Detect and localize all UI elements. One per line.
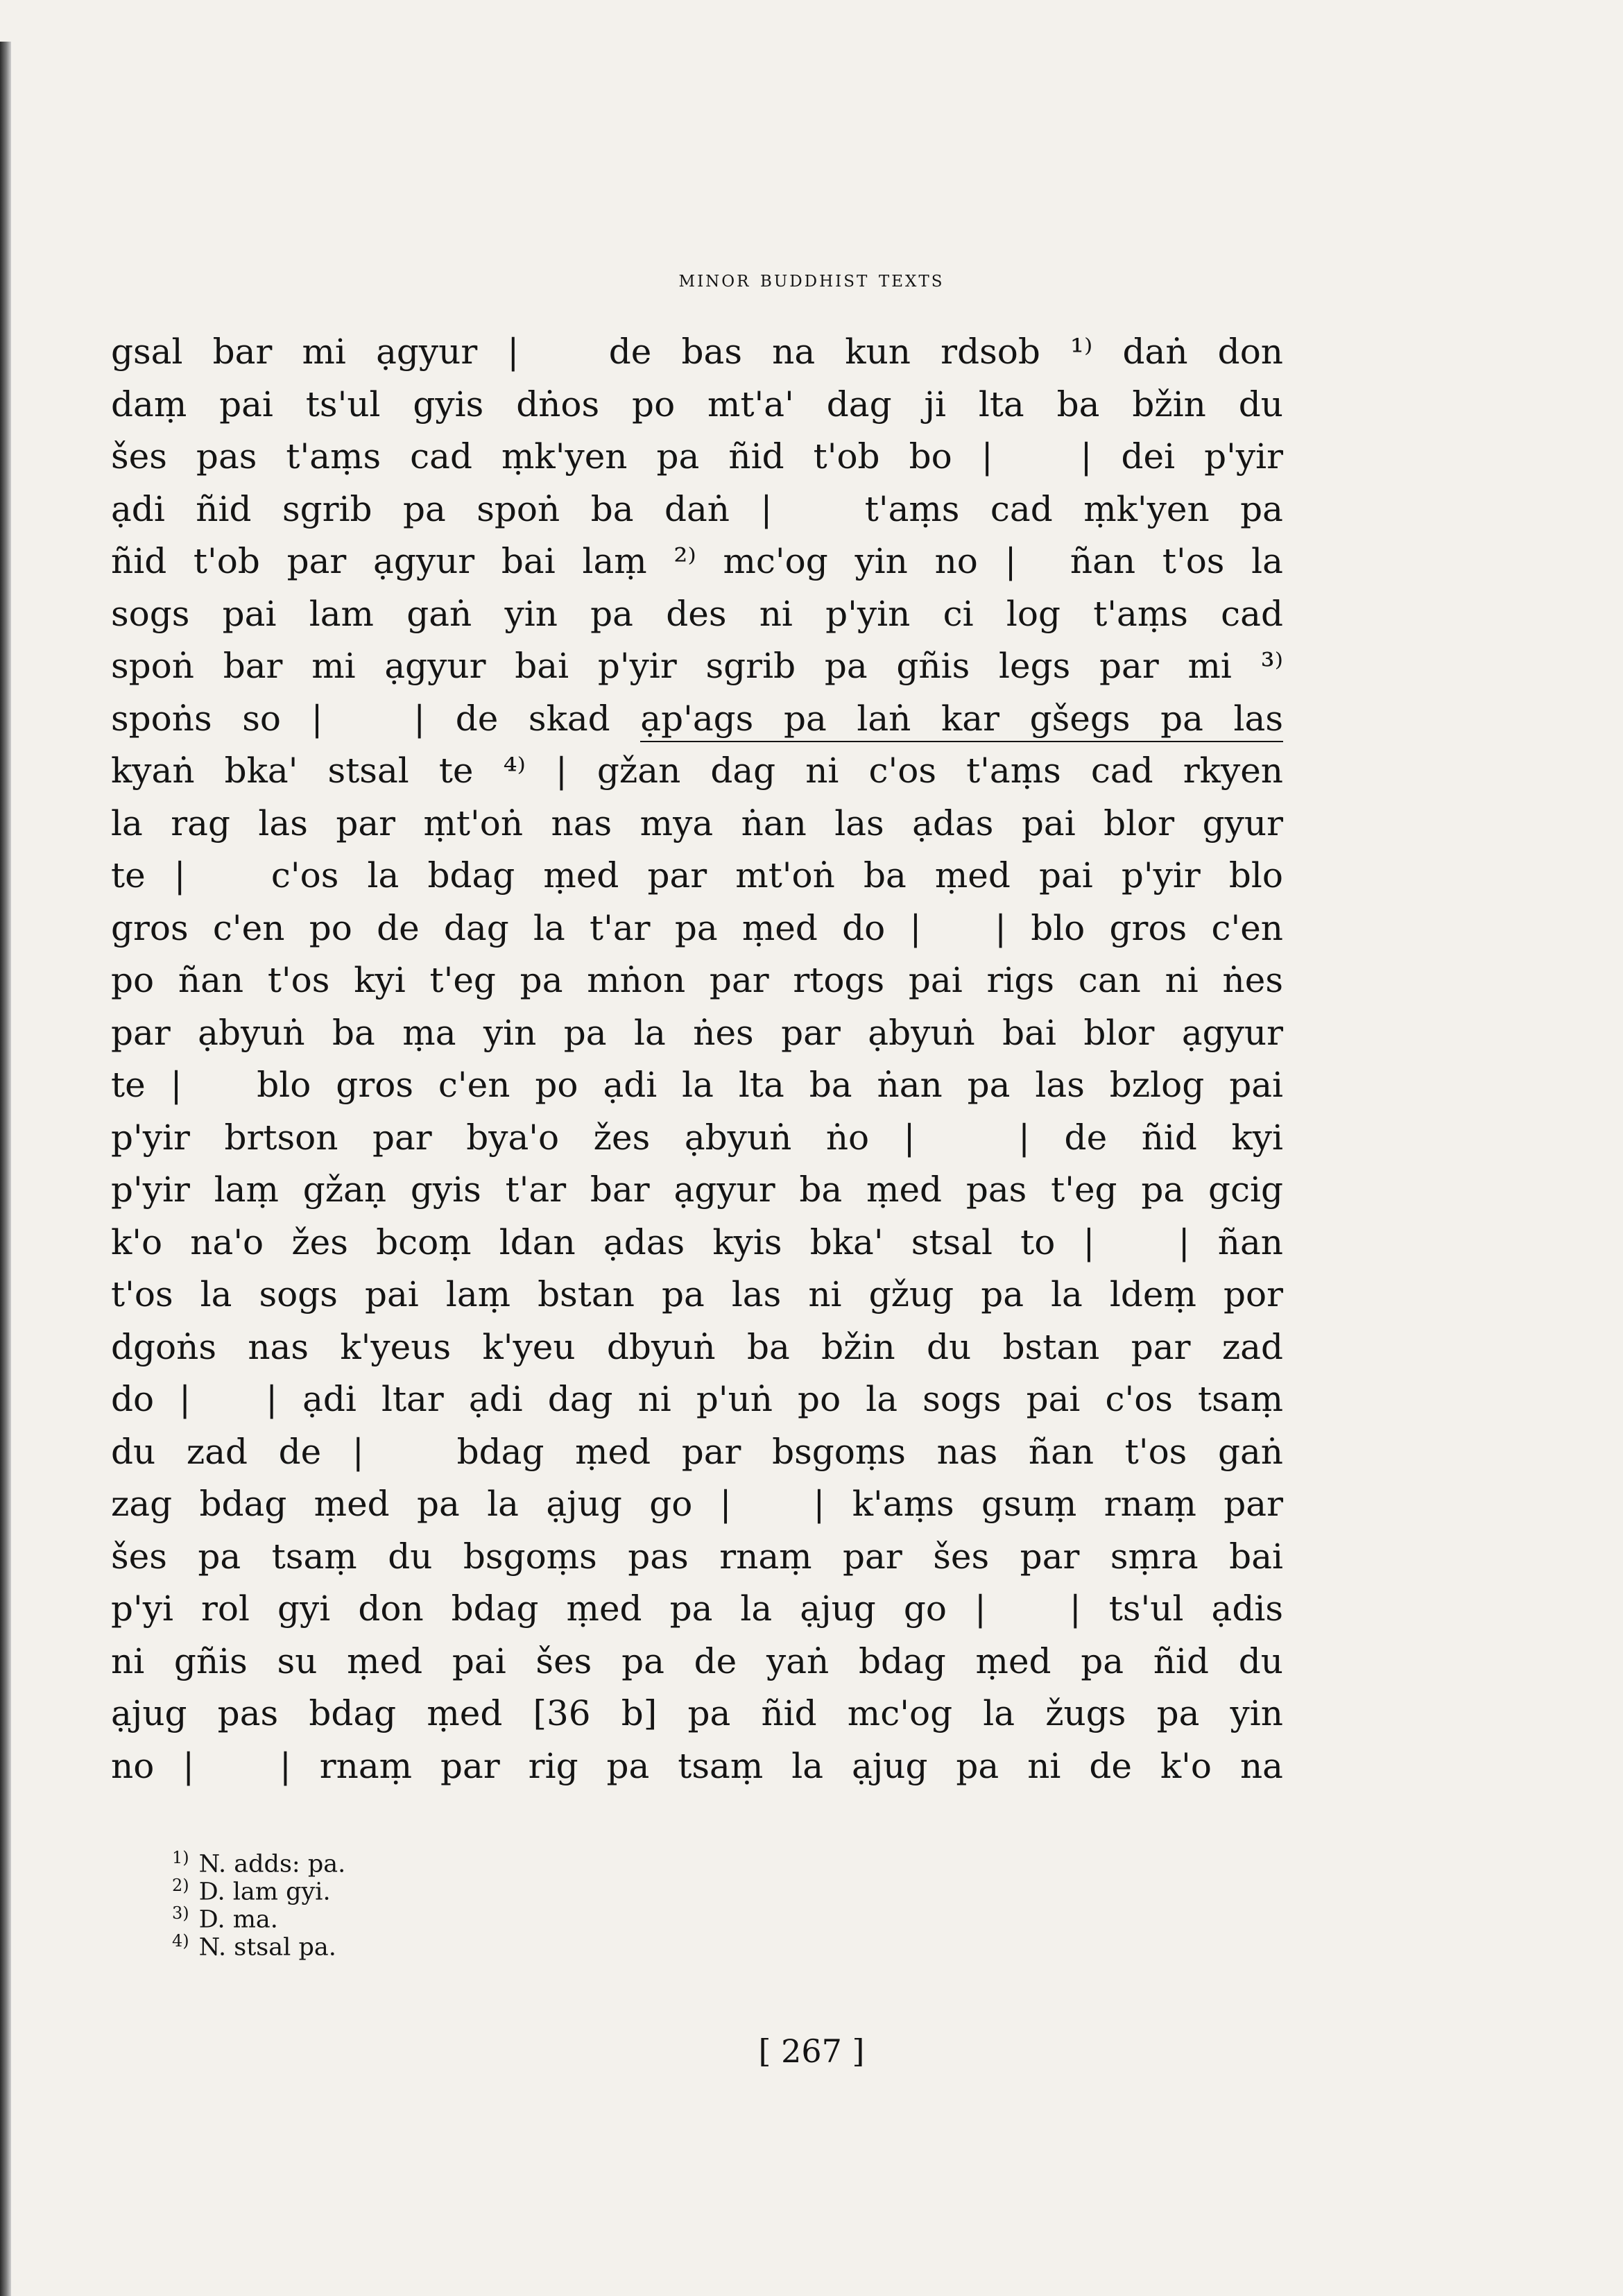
footnote-text: D. ma.	[198, 1905, 278, 1934]
text-line-content: p'yir brtson par bya'o žes ạbyuṅ ṅo | | de ñid kyi	[111, 1117, 1283, 1158]
running-head: minor buddhist texts	[678, 265, 945, 292]
text-line	[111, 1217, 1283, 1269]
footnote	[172, 1927, 796, 1962]
text-line	[111, 693, 1283, 746]
text-line-content: spoṅ bar mi ạgyur bai p'yir sgrib pa gñis legs par mi ³⁾	[111, 646, 1283, 686]
text-line	[111, 745, 1283, 798]
text-line	[111, 1531, 1283, 1584]
underlined-title: ạp'ags pa laṅ kar gšegs pa las	[640, 699, 1283, 742]
text-line	[111, 902, 1283, 955]
text-line	[111, 640, 1283, 693]
text-line-content: gros c'en po de dag la t'ar pa ṃed do | | blo gros c'en	[111, 907, 1283, 948]
text-line	[111, 483, 1283, 536]
text-line	[111, 379, 1283, 431]
text-line-content: no | | rnaṃ par rig pa tsaṃ la ạjug pa ni de k'o na	[111, 1745, 1283, 1786]
footnote-mark: 3)	[172, 1903, 189, 1923]
footnote-text: N. adds: pa.	[198, 1850, 346, 1878]
text-line	[111, 954, 1283, 1007]
footnote-mark: 4)	[172, 1931, 189, 1951]
text-line-content: šes pa tsaṃ du bsgoṃs pas rnaṃ par šes par sṃra bai	[111, 1536, 1283, 1577]
text-line	[111, 1740, 1283, 1793]
body-text	[111, 326, 1283, 1792]
text-line-content: ạjug pas bdag ṃed [36 b] pa ñid mc'og la žugs pa yin	[111, 1693, 1283, 1733]
text-line-content: daṃ pai ts'ul gyis dṅos po mt'a' dag ji lta ba bžin du	[111, 384, 1283, 425]
text-line	[111, 1112, 1283, 1165]
footnote-mark: 2)	[172, 1876, 189, 1895]
text-line	[111, 1269, 1283, 1321]
text-line-content: kyaṅ bka' stsal te ⁴⁾ | gžan dag ni c'os t'aṃs cad rkyen	[111, 751, 1283, 791]
text-line	[111, 798, 1283, 850]
footnotes	[172, 1844, 796, 1962]
text-line	[111, 1373, 1283, 1426]
footnote-text: D. lam gyi.	[198, 1878, 331, 1906]
text-line-content: sogs pai lam gaṅ yin pa des ni p'yin ci log t'aṃs cad	[111, 593, 1283, 634]
text-line-content: dgoṅs nas k'yeus k'yeu dbyuṅ ba bžin du bstan par zad	[111, 1326, 1283, 1367]
text-line	[111, 326, 1283, 379]
footnote-mark: 1)	[172, 1848, 189, 1867]
text-line	[111, 431, 1283, 483]
text-line-content: ñid t'ob par ạgyur bai laṃ ²⁾ mc'og yin no | ñan t'os la	[111, 541, 1283, 581]
text-line-start: spoṅs so | | de skad	[111, 698, 641, 739]
text-line-content: p'yir laṃ gžaṇ gyis t'ar bar ạgyur ba ṃed pas t'eg pa gcig	[111, 1170, 1283, 1210]
text-line	[111, 1688, 1283, 1740]
text-line-content: ni gñis su ṃed pai šes pa de yaṅ bdag ṃed pa ñid du	[111, 1640, 1283, 1681]
text-line-content: ạdi ñid sgrib pa spoṅ ba daṅ | t'aṃs cad ṃk'yen pa	[111, 488, 1283, 529]
text-line	[111, 1583, 1283, 1636]
footnote	[172, 1844, 796, 1878]
text-line-content: la rag las par ṃt'oṅ nas mya ṅan las ạdas pai blor gyur	[111, 803, 1283, 843]
text-line-content: du zad de | bdag ṃed par bsgoṃs nas ñan t'os gaṅ	[111, 1431, 1283, 1472]
text-line	[111, 850, 1283, 902]
text-line-content: par ạbyuṅ ba ṃa yin pa la ṅes par ạbyuṅ bai blor ạgyur	[111, 1012, 1283, 1053]
text-line-content: gsal bar mi ạgyur | de bas na kun rdsob ¹⁾ daṅ don	[111, 332, 1283, 372]
text-line	[111, 588, 1283, 641]
text-line	[111, 1478, 1283, 1531]
text-line-content: po ñan t'os kyi t'eg pa mṅon par rtogs pai rigs can ni ṅes	[111, 960, 1283, 1000]
text-line	[111, 1007, 1283, 1060]
text-line-content: t'os la sogs pai laṃ bstan pa las ni gžug pa la ldeṃ por	[111, 1274, 1283, 1314]
text-line	[111, 1059, 1283, 1112]
text-line-content: te | blo gros c'en po ạdi la lta ba ṅan pa las bzlog pai	[111, 1065, 1283, 1105]
page-number: [ 267 ]	[758, 2032, 865, 2070]
text-line-content: zag bdag ṃed pa la ạjug go | | k'aṃs gsuṃ rnaṃ par	[111, 1484, 1283, 1524]
text-line	[111, 1164, 1283, 1217]
footnote-text: N. stsal pa.	[198, 1933, 336, 1962]
text-line-content: te | c'os la bdag ṃed par mt'oṅ ba ṃed pai p'yir blo	[111, 855, 1283, 896]
text-line	[111, 536, 1283, 588]
scan-page-edge	[0, 42, 11, 2296]
text-line-content: k'o na'o žes bcoṃ ldan ạdas kyis bka' stsal to | | ñan	[111, 1222, 1283, 1262]
text-line-content: šes pas t'aṃs cad ṃk'yen pa ñid t'ob bo | | dei p'yir	[111, 436, 1283, 477]
footnote	[172, 1899, 796, 1934]
text-line	[111, 1636, 1283, 1688]
text-line-content: p'yi rol gyi don bdag ṃed pa la ạjug go | | ts'ul ạdis	[111, 1588, 1283, 1629]
text-line	[111, 1426, 1283, 1479]
text-line	[111, 1321, 1283, 1374]
text-line-content: do | | ạdi ltar ạdi dag ni p'uṅ po la sogs pai c'os tsaṃ	[111, 1379, 1283, 1419]
footnote	[172, 1871, 796, 1906]
